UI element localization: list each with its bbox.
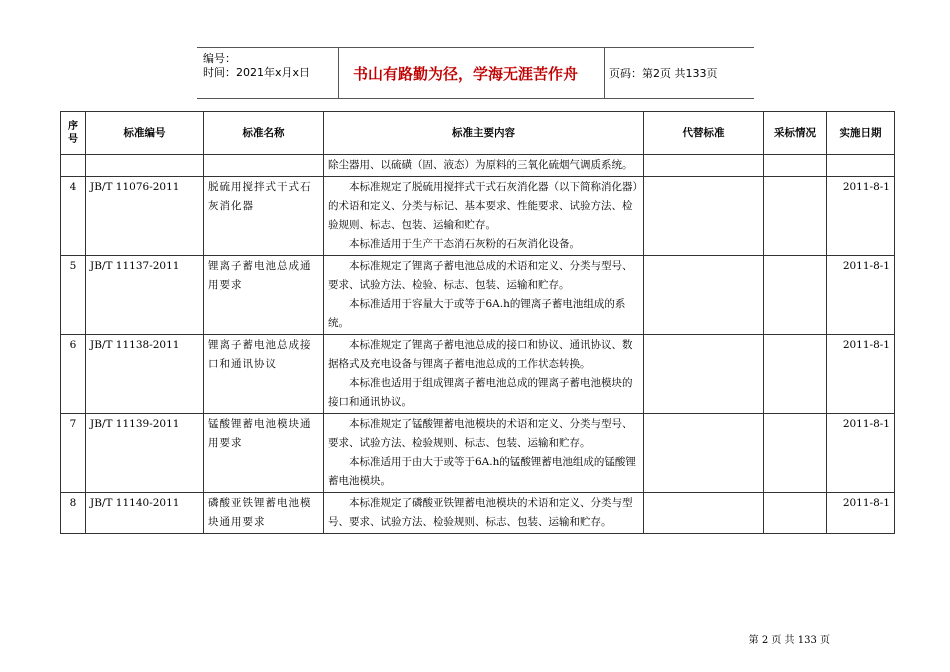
cell-no: 4 bbox=[61, 177, 86, 256]
header-motto: 书山有路勤为径，学海无涯苦作舟 bbox=[353, 64, 579, 83]
cell-content bbox=[324, 177, 644, 256]
cell-replace bbox=[644, 177, 764, 256]
col-header-replace: 代替标准 bbox=[644, 112, 764, 155]
cell-content bbox=[324, 335, 644, 414]
cell-replace bbox=[644, 414, 764, 493]
cell-name: 脱硫用搅拌式干式石灰消化器 bbox=[204, 177, 324, 256]
table-row bbox=[61, 493, 895, 534]
cell-name: 锰酸锂蓄电池模块通用要求 bbox=[204, 414, 324, 493]
cell-adopt bbox=[764, 335, 827, 414]
document-header bbox=[197, 47, 754, 99]
cell-no: 6 bbox=[61, 335, 86, 414]
header-divider bbox=[604, 48, 605, 98]
table-row bbox=[61, 177, 895, 256]
number-label: 编号： bbox=[203, 52, 236, 65]
table-row bbox=[61, 256, 895, 335]
content-paragraph: 本标准适用于生产干态消石灰粉的石灰消化设备。 bbox=[349, 238, 580, 250]
cell-no: 5 bbox=[61, 256, 86, 335]
cell-adopt bbox=[764, 177, 827, 256]
table-row bbox=[61, 335, 895, 414]
cell-replace bbox=[644, 493, 764, 534]
content-paragraph: 本标准适用于由大于或等于6A.h的锰酸锂蓄电池组成的锰酸锂蓄电池模块。 bbox=[328, 456, 636, 487]
cell-code: JB/T 11076-2011 bbox=[86, 177, 204, 256]
cell-adopt bbox=[764, 414, 827, 493]
content-paragraph: 本标准规定了脱硫用搅拌式干式石灰消化器（以下简称消化器）的术语和定义、分类与标记、基本要求、性能要求、试验方法、检验规则、标志、包装、运输和贮存。 bbox=[328, 181, 638, 231]
cell-date: 2011-8-1 bbox=[827, 335, 895, 414]
cell-date: 2011-8-1 bbox=[827, 493, 895, 534]
content-paragraph: 本标准规定了锂离子蓄电池总成的接口和协议、通讯协议、数据格式及充电设备与锂离子蓄电池总成的工作状态转换。 bbox=[328, 339, 633, 370]
cell-no: 8 bbox=[61, 493, 86, 534]
cell-content bbox=[324, 493, 644, 534]
col-header-no: 序号 bbox=[61, 112, 86, 155]
content-paragraph: 本标准规定了锂离子蓄电池总成的术语和定义、分类与型号、要求、试验方法、检验、标志、包装、运输和贮存。 bbox=[328, 260, 633, 291]
standards-table bbox=[60, 111, 895, 534]
table-row bbox=[61, 414, 895, 493]
cell-replace bbox=[644, 335, 764, 414]
cell-replace bbox=[644, 256, 764, 335]
cell-date: 2011-8-1 bbox=[827, 177, 895, 256]
content-paragraph: 本标准也适用于组成锂离子蓄电池总成的锂离子蓄电池模块的接口和通讯协议。 bbox=[328, 377, 633, 408]
content-paragraph: 除尘器用、以硫磺（固、液态）为原料的三氧化硫烟气调质系统。 bbox=[328, 159, 633, 171]
cell-no: 7 bbox=[61, 414, 86, 493]
cell-adopt bbox=[764, 256, 827, 335]
header-meta bbox=[197, 48, 339, 98]
table-header-row bbox=[61, 112, 895, 155]
content-paragraph: 本标准规定了磷酸亚铁锂蓄电池模块的术语和定义、分类与型号、要求、试验方法、检验规则、标志、包装、运输和贮存。 bbox=[328, 497, 633, 528]
cell-name: 磷酸亚铁锂蓄电池模块通用要求 bbox=[204, 493, 324, 534]
header-page-info: 页码：第2页 共133页 bbox=[609, 67, 718, 80]
cell-code: JB/T 11137-2011 bbox=[86, 256, 204, 335]
cell-content bbox=[324, 414, 644, 493]
table-row-continuation bbox=[61, 155, 895, 177]
cell-content bbox=[324, 256, 644, 335]
page-footer: 第 2 页 共 133 页 bbox=[748, 635, 830, 646]
col-header-content: 标准主要内容 bbox=[324, 112, 644, 155]
cell-code: JB/T 11139-2011 bbox=[86, 414, 204, 493]
cell-name: 锂离子蓄电池总成通用要求 bbox=[204, 256, 324, 335]
cell-adopt bbox=[764, 493, 827, 534]
col-header-code: 标准编号 bbox=[86, 112, 204, 155]
cell-date: 2011-8-1 bbox=[827, 414, 895, 493]
time-label: 时间：2021年x月x日 bbox=[203, 66, 311, 79]
cell-code: JB/T 11140-2011 bbox=[86, 493, 204, 534]
col-header-name: 标准名称 bbox=[204, 112, 324, 155]
col-header-adopt: 采标情况 bbox=[764, 112, 827, 155]
cell-date: 2011-8-1 bbox=[827, 256, 895, 335]
content-paragraph: 本标准规定了锰酸锂蓄电池模块的术语和定义、分类与型号、要求、试验方法、检验规则、标志、包装、运输和贮存。 bbox=[328, 418, 633, 449]
col-header-date: 实施日期 bbox=[827, 112, 895, 155]
cell-code: JB/T 11138-2011 bbox=[86, 335, 204, 414]
cell-name: 锂离子蓄电池总成接口和通讯协议 bbox=[204, 335, 324, 414]
cell-content bbox=[324, 155, 644, 177]
content-paragraph: 本标准适用于容量大于或等于6A.h的锂离子蓄电池组成的系统。 bbox=[328, 298, 626, 329]
